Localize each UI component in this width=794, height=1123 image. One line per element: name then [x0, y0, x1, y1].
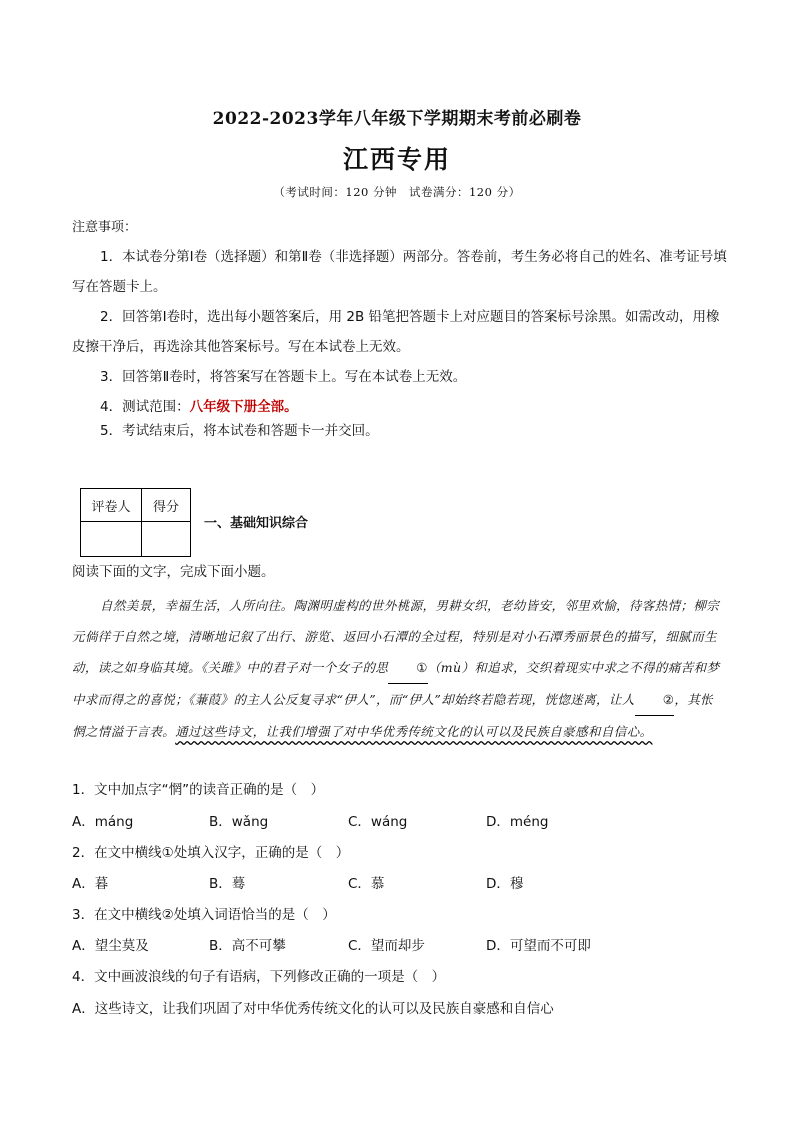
question-1-stem: 1．文中加点字“惘”的读音正确的是（ ） — [72, 782, 325, 798]
score-box — [80, 488, 191, 557]
q2-option-a[interactable]: A．暮 — [72, 876, 109, 892]
question-3-stem: 3．在文中横线②处填入词语恰当的是（ ） — [72, 907, 336, 923]
notice-item-2: 2．回答第Ⅰ卷时，选出每小题答案后，用 2B 铅笔把答题卡上对应题目的答案标号涂黑。如需改动，用橡皮擦干净后，再选涂其他答案标号。写在本试卷上无效。 — [72, 309, 720, 355]
exam-info: （考试时间：120 分钟 试卷满分：120 分） — [273, 185, 521, 199]
blank-2: ② — [635, 684, 675, 716]
q3-option-c[interactable]: C．望而却步 — [348, 938, 425, 954]
q3-option-d[interactable]: D．可望而不可即 — [486, 938, 591, 954]
passage-part-2: （mù）和追求，交织着现实中求之不得的痛苦和梦中求而得之的喜悦；《蒹葭》的主人公反复寻求“伊人”，而“伊人”却始终若隐若现，恍惚迷离，让人 — [72, 660, 720, 707]
blank-1: ① — [388, 652, 428, 684]
score-header: 得分 — [142, 489, 191, 522]
q4-option-a[interactable]: A．这些诗文，让我们巩固了对中华优秀传统文化的认可以及民族自豪感和自信心 — [72, 1001, 554, 1017]
exam-title: 2022-2023学年八年级下学期期末考前必刷卷 — [212, 109, 582, 129]
passage-part-3: ，其怅惘之情溢于言表。 — [72, 692, 714, 739]
notice-item-5: 5．考试结束后，将本试卷和答题卡一并交回。 — [100, 423, 379, 439]
notice-list — [72, 242, 732, 446]
exam-subtitle: 江西专用 — [342, 145, 451, 174]
notice-item-4-prefix: 4．测试范围： — [100, 399, 190, 415]
notice-title: 注意事项： — [72, 220, 138, 235]
question-4-stem: 4．文中画波浪线的句子有语病，下列修改正确的一项是（ ） — [72, 969, 446, 985]
section-title: 一、基础知识综合 — [204, 516, 309, 531]
q2-option-d[interactable]: D．穆 — [486, 876, 524, 892]
reading-lead: 阅读下面的文字，完成下面小题。 — [72, 564, 275, 580]
score-cell[interactable] — [142, 522, 191, 557]
notice-item-1: 1．本试卷分第Ⅰ卷（选择题）和第Ⅱ卷（非选择题）两部分。答卷前，考生务必将自己的姓名、准考证号填写在答题卡上。 — [72, 249, 727, 295]
question-2-stem: 2．在文中横线①处填入汉字，正确的是（ ） — [72, 845, 350, 861]
test-scope: 八年级下册全部。 — [189, 399, 298, 415]
q3-option-b[interactable]: B．高不可攀 — [209, 938, 286, 954]
q2-option-b[interactable]: B．蓦 — [209, 876, 246, 892]
q2-option-c[interactable]: C．慕 — [348, 876, 385, 892]
q1-option-c[interactable]: C．wáng — [348, 814, 408, 830]
grader-cell[interactable] — [81, 522, 142, 557]
passage-part-1: 自然美景，幸福生活，人所向往。陶渊明虚构的世外桃源，男耕女织，老幼皆安，邻里欢愉，待客热情；柳宗元倘徉于自然之境，清晰地记叙了出行、游览、返回小石潭的全过程，特别是对小石潭秀丽景色的描写，细腻而生动，读之如身临其境。《关雎》中的君子对一个女子的思 — [72, 598, 720, 675]
wavy-sentence: 通过这些诗文，让我们增强了对中华优秀传统文化的认可以及民族自豪感和自信心。 — [175, 724, 653, 739]
q3-option-a[interactable]: A．望尘莫及 — [72, 938, 149, 954]
grader-header: 评卷人 — [81, 489, 142, 522]
reading-passage — [72, 590, 722, 747]
q1-option-a[interactable]: A．máng — [72, 814, 134, 830]
notice-item-3: 3．回答第Ⅱ卷时，将答案写在答题卡上。写在本试卷上无效。 — [100, 369, 467, 385]
q1-option-d[interactable]: D．méng — [486, 814, 549, 830]
q1-option-b[interactable]: B．wǎng — [209, 814, 269, 830]
